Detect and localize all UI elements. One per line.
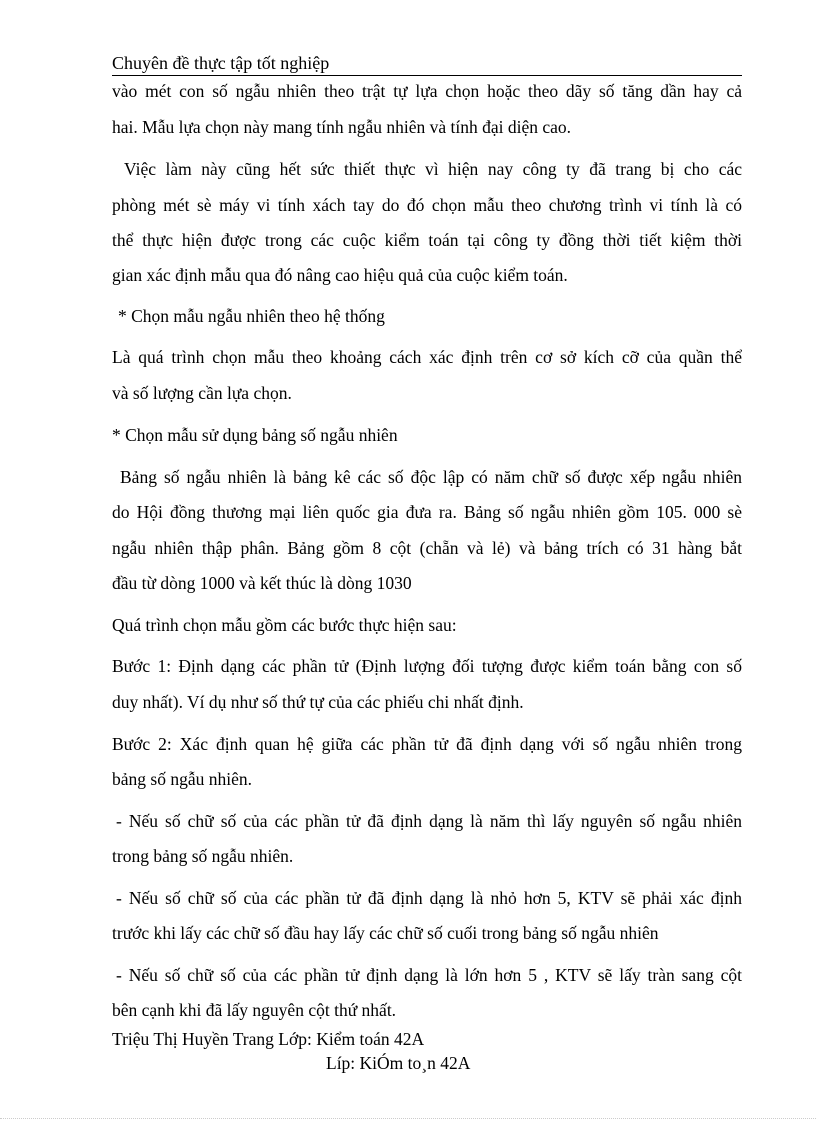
section-heading: * Chọn mẫu sử dụng bảng số ngẫu nhiên: [112, 425, 398, 445]
body-line: đầu từ dòng 1000 và kết thúc là dòng 1030: [112, 573, 412, 593]
page-header: Chuyên đề thực tập tốt nghiệp: [112, 52, 742, 76]
section-heading: * Chọn mẫu ngẫu nhiên theo hệ thống: [118, 306, 385, 326]
body-line: gian xác định mẫu qua đó nâng cao hiệu quả của cuộc kiểm toán.: [112, 265, 568, 285]
bullet-line: - Nếu số chữ số của các phần tử đã định dạng là năm thì lấy nguyên số ngẫu nhiên: [116, 811, 742, 831]
body-line: bảng số ngẫu nhiên.: [112, 769, 252, 789]
body-line: do Hội đồng thương mại liên quốc gia đưa ra. Bảng số ngẫu nhiên gồm 105. 000 sè: [112, 502, 742, 522]
body-line: Việc làm này cũng hết sức thiết thực vì hiện nay công ty đã trang bị cho các: [124, 159, 742, 179]
body-line: duy nhất). Ví dụ như số thứ tự của các phiếu chi nhất định.: [112, 692, 524, 712]
footer-garbled: Líp: KiÓm to¸n 42A: [326, 1053, 471, 1073]
body-line: và số lượng cần lựa chọn.: [112, 383, 292, 403]
footer-author: Triệu Thị Huyền Trang Lớp: Kiểm toán 42A: [112, 1029, 425, 1049]
body-line: Bảng số ngẫu nhiên là bảng kê các số độc lập có năm chữ số được xếp ngẫu nhiên: [120, 467, 742, 487]
body-line: Bước 2: Xác định quan hệ giữa các phần tử đã định dạng với số ngẫu nhiên trong: [112, 734, 742, 754]
body-line: phòng mét sè máy vi tính xách tay do đó chọn mẫu theo chương trình vi tính là có: [112, 195, 742, 215]
body-line: trước khi lấy các chữ số đầu hay lấy các chữ số cuối trong bảng số ngẫu nhiên: [112, 923, 659, 943]
bullet-line: - Nếu số chữ số của các phần tử định dạng là lớn hơn 5 , KTV sẽ lấy tràn sang cột: [116, 965, 742, 985]
body-line: bên cạnh khi đã lấy nguyên cột thứ nhất.: [112, 1000, 397, 1020]
body-line: ngẫu nhiên thập phân. Bảng gồm 8 cột (chẵn và lẻ) và bảng trích có 31 hàng bắt: [112, 538, 742, 558]
body-line: hai. Mẫu lựa chọn này mang tính ngẫu nhiên và tính đại diện cao.: [112, 117, 572, 137]
body-line: thể thực hiện được trong các cuộc kiểm toán tại công ty đồng thời tiết kiệm thời: [112, 230, 742, 250]
bullet-line: - Nếu số chữ số của các phần tử đã định dạng là nhỏ hơn 5, KTV sẽ phải xác định: [116, 888, 742, 908]
page-bottom-divider: [0, 1118, 816, 1119]
body-line: Bước 1: Định dạng các phần tử (Định lượng đối tượng được kiểm toán bằng con số: [112, 656, 742, 676]
body-line: trong bảng số ngẫu nhiên.: [112, 846, 294, 866]
body-line: Quá trình chọn mẫu gồm các bước thực hiện sau:: [112, 615, 457, 635]
body-line: vào mét con số ngẫu nhiên theo trật tự lựa chọn hoặc theo dãy số tăng dần hay cả: [112, 81, 742, 101]
body-line: Là quá trình chọn mẫu theo khoảng cách xác định trên cơ sở kích cỡ của quần thể: [112, 347, 742, 367]
